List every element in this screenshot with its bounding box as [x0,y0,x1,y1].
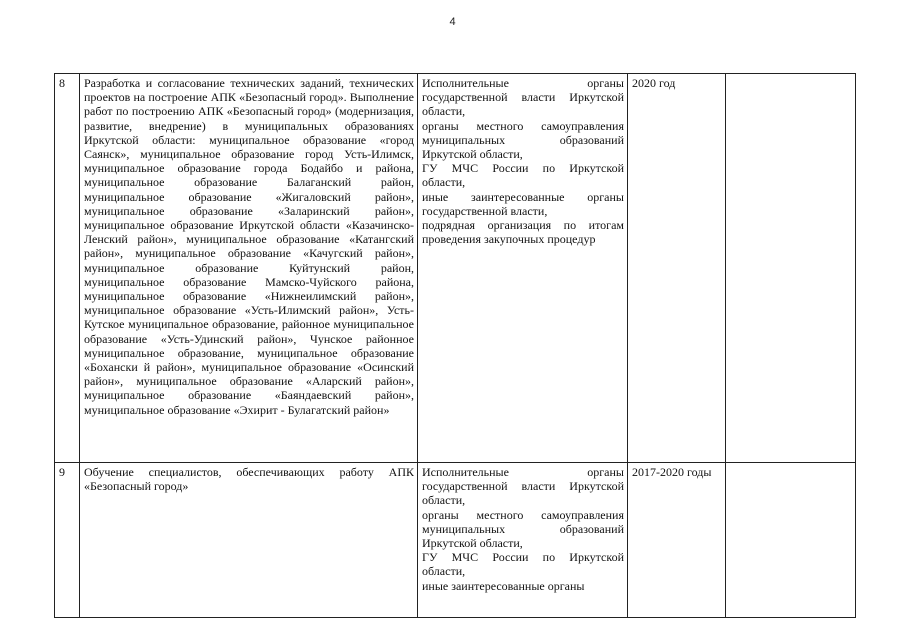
executor-line: ГУ МЧС России по Иркутской области, [422,550,624,579]
table-row [55,74,856,463]
executor-line: органы местного самоуправления муниципальных образований Иркутской области, [422,118,624,162]
executor-line: иные заинтересованные органы [422,578,585,593]
executors-cell [418,463,628,618]
activity-cell: Разработка и согласование технических заданий, технических проектов на построение АПК «Безопасный город». Выполнение работ по построению АПК «Безопасный город» (модернизация, развитие, внедрение) в муниципальных образованиях Иркутской области: муниципальное образование «город Саянск», муниципальное образование город Усть-Илимск, муниципальное образование города Бодайбо и района, муниципальное образование Балаганский район, муниципальное образование «Жигаловский район», муниципальное образование «Заларинский район», муниципальное образование Иркутской области «Казачинско-Ленский район», муниципальное образование «Катангский район», муниципальное образование «Качугский район», муниципальное образование Куйтунский район, муниципальное образование Мамско-Чуйского района, муниципальное образование «Нижнеилимский район», муниципальное образование «Усть-Илимский район», Усть-Кутское муниципальное образование, районное муниципальное образование «Усть-Удинский район», Чунское районное муниципальное образование, муниципальное образование «Бохански й район», муниципальное образование «Осинский район», муниципальное образование «Аларский район», муниципальное образование «Баяндаевский район», муниципальное образование «Эхирит - Булагатский район» [80,74,418,463]
extra-cell [726,463,856,618]
row-number-cell: 8 [55,74,80,463]
executor-line: подрядная организация по итогам проведения закупочных процедур [422,218,624,247]
date-cell: 2020 год [628,74,726,463]
executors-cell [418,74,628,463]
row-number-cell: 9 [55,463,80,618]
page-number: 4 [449,16,456,28]
executor-line: Исполнительные органы государственной власти Иркутской области, [422,465,624,508]
measures-table [54,73,856,618]
executor-line: Исполнительные органы государственной власти Иркутской области, [422,76,624,119]
executor-line: ГУ МЧС России по Иркутской области, [422,161,624,190]
extra-cell [726,74,856,463]
executor-line: иные заинтересованные органы государственной власти, [422,189,624,218]
table-row [55,463,856,618]
date-cell: 2017-2020 годы [628,463,726,618]
activity-cell: Обучение специалистов, обеспечивающих работу АПК «Безопасный город» [80,463,418,618]
executor-line: органы местного самоуправления муниципальных образований Иркутской области, [422,507,624,551]
